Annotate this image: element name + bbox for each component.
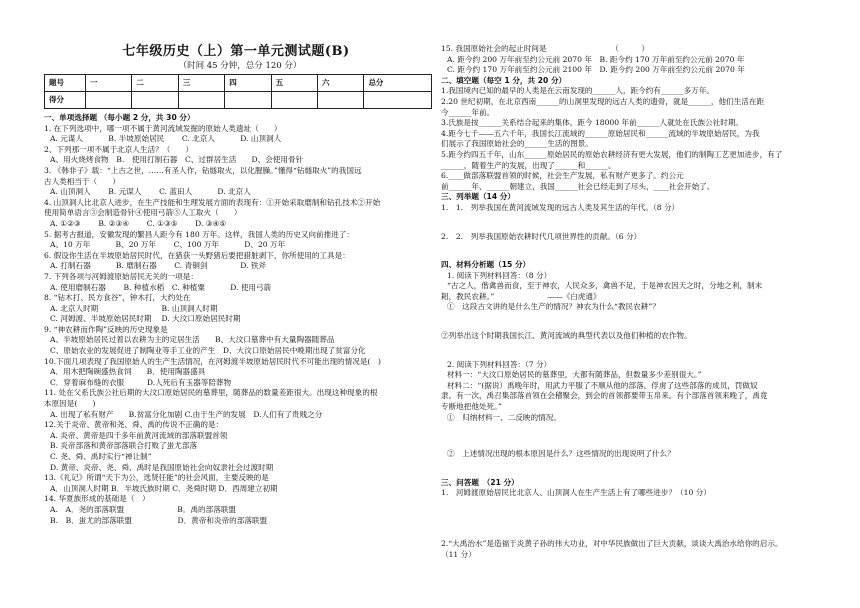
question-line: C. 尧、舜、禹时实行“禅让制” (50, 452, 152, 461)
question-line: 3. 《韩非子》载：“上古之世，……有圣人作，钻燧取火，以化腥臊。”懂得“钻燧取火”的我国远 (44, 165, 362, 175)
question-line: 1. 在下列选项中，哪一项不属于黄河流域发掘的原始人类遗址（ ） (44, 123, 282, 133)
question-line: 隶。有一次，禹召集部落首领在会稽聚会，到会的首领都要带玉帛来。有个部落首领来晚了，禹竟 (441, 391, 768, 401)
answer-space (441, 499, 821, 539)
exam-subtitle: （时间 45 分钟，总分 120 分） (178, 61, 302, 71)
question-line: ______，随着生产的发展，出现了______和______。 (441, 160, 616, 170)
question-line: 9. “神农耕而作陶”反映的历史现象是 (44, 324, 168, 334)
score-blank-cell[interactable] (318, 92, 364, 109)
score-value-row (45, 92, 432, 109)
question-line: 耜，教民农耕。” ——《白虎通》 (441, 291, 601, 301)
question-line: 12.关于炎帝、黄帝和尧、舜、禹的传说不正确的是： (44, 420, 224, 430)
score-header-cell: 三 (178, 75, 224, 92)
section-heading: 一、单项选择题 （每小题 2 分，共 30 分） (44, 113, 195, 122)
question-line: “古之人，偕禽兽而食，至于神农，人民众多，禽兽不足，于是神农因天之时，分地之利，制未 (447, 281, 763, 291)
section-heading: 四、材料分析题（15 分） (441, 260, 531, 270)
question-line: C. 距今约 170 万年前至约公元前 2100 年 D. 距今约 200 万年前至约公元前 2070 年 (447, 65, 745, 75)
question-line: 2.20 世纪初期，在北京西南______的山洞里发现的远古人类的遗骨，就是______，他们生活在距 (441, 96, 765, 106)
question-line: 3.氏族是按______关系结合起来的集体，距今 18000 年前______人就处在氏族公社时期。 (441, 118, 744, 128)
answer-space (441, 214, 821, 232)
question-line: 6. 假设你生活在半坡原始居民时代，在猎获一头野猪后要把猎脏剥下，你所使用的工具是： (44, 250, 350, 260)
score-blank-cell[interactable] (132, 92, 178, 109)
question-line: A. 打制石器 B. 磨制石器 C. 青铜剑 D. 铁斧 (50, 261, 267, 271)
score-header-row (45, 75, 432, 92)
left-question-list (44, 113, 436, 526)
question-line: B. 炎帝部落和黄帝部落联合打败了蚩尤部落 (50, 441, 198, 451)
question-line: A、半坡原始居民过着以农耕为主的定居生活 B、大汶口墓葬中有大量陶器随葬品 (50, 335, 335, 345)
question-line: 古人类相当于（ ） (44, 176, 120, 186)
question-line: A、10 万年 B、20 万年 C、100 万年 D、20 万年 (50, 240, 286, 250)
question-line: B. B．蚩尤的部落联盟 D．黄帝和炎帝的部落联盟 (50, 515, 268, 525)
question-line: 8. “钻木打、民方食谷”，钟木打，大约处在 (44, 293, 191, 303)
score-header-cell: 五 (271, 75, 317, 92)
question-line: A．山顶洞人时期 B．半坡氏族时期 C．尧舜时期 D．西周建立初期 (50, 483, 278, 493)
question-line: 材料二：“(据说）禹晚年时，用武力平服了不顺从他的部落，俘虏了这些部落的成员，罚做奴 (447, 380, 758, 390)
score-header-cell: 二 (132, 75, 178, 92)
question-line: 5. 据考古报道，安徽发现的繁昌人距今有 180 万年。这样，我国人类的历史又向前推进了： (44, 229, 354, 239)
question-line: 2、下列那一项不属于北京人生活？（ ） (44, 144, 194, 154)
question-line: 材料一：“大汶口原始居民的墓葬里，大都有随葬品，但数量多少差别很大。” (447, 370, 702, 380)
question-line: 4. 山顶洞人比北京人进步，在生产技能和生理发展方面的表现有：①开始采取磨制和钻孔技术②开始 (44, 197, 381, 207)
answer-space (441, 460, 821, 478)
question-line: D. 黄帝、炎帝、尧、舜、禹时是我国原始社会向奴隶社会过渡时期 (50, 462, 274, 472)
section-heading: 二、填空题（每空 1 分，共 20 分） (441, 75, 567, 85)
question-line: 11. 处在父系氏族公社后期的大汶口原始居民的墓葬里，随葬品的数量差距很大。出现这种现象的根 (44, 388, 378, 398)
question-line: 2. 阅读下列材料回答：（7 分） (447, 359, 552, 369)
score-table (44, 74, 432, 109)
score-header-cell: 题号 (45, 75, 86, 92)
question-line: 14. 华夏族形成的基础是（ ） (44, 494, 150, 504)
question-line: ① 这段古文讲的是什么生产的情况？神农为什么“教民农耕”？ (447, 302, 660, 312)
question-line: A. 出现了私有财产 B.贫富分化加剧 C.由于生产的发展 D.人们有了贵贱之分 (50, 409, 323, 419)
section-heading: 三、问答题 （21 分） (441, 477, 519, 487)
question-line: ②列举出这个时期我国长江、黄河流域的典型代表以及他们种植的农作物。 (441, 331, 692, 341)
exam-title: 七年级历史（上）第一单元测试题(B) (122, 44, 350, 59)
question-line: A. 北京人时期 B. 山顶洞人时期 (50, 303, 218, 313)
answer-space (441, 423, 821, 449)
right-column (441, 44, 821, 560)
question-line: 6.____做部落联盟首领的时候，社会生产发展，私有财产更多了。约公元 (441, 171, 684, 181)
question-line: A．用木把陶碗盛热食饲 B．使用陶器盛具 (50, 367, 206, 377)
question-line: A. 距今约 200 万年前至约公元前 2070 年 B. 距今约 170 万年前至约公元前 2070 年 (447, 54, 745, 64)
question-line: 2. 2. 列举我国原始农耕时代几项世界性的贡献。（6 分） (441, 231, 642, 241)
question-line: ① 归纳材料一、二反映的情况。 (447, 412, 561, 422)
section-heading: 三、列举题（14 分） (441, 192, 515, 202)
question-line: A. 山顶洞人 B. 元谋人 C. 蓝田人 D. 北京人 (50, 187, 251, 197)
question-line: C、原始农业的发展促进了制陶业等手工业的产生 D、大汶口原始居民中晚期出现了贫富分化 (50, 346, 366, 356)
answer-space (441, 342, 821, 360)
score-header-cell: 四 (225, 75, 271, 92)
question-line: C．穿着麻布缝的衣服 D.人死后有玉器等陪葬物 (50, 377, 232, 387)
question-line: 1. 阅读下列材料回答：（8 分） (447, 270, 552, 280)
question-line: A. 炎帝、黄帝是四千多年前黄河流域的部落联盟首领 (50, 430, 228, 440)
right-question-list (441, 44, 821, 560)
question-line: 使用简单语言③会制造骨针④使用弓箭⑤人工取火（ ） (44, 208, 242, 218)
question-line: 15. 我国原始社会的起止时间是 （ ） (441, 44, 650, 53)
question-line: 5.距今约四五千年，山东______原始居民的原始农耕经济有更大发展，他们的制陶工艺更加进步，有了 (441, 149, 783, 159)
question-line: A. ①②③ B. ②③④ C. ①③⑤ D. ③④⑤ (50, 218, 227, 228)
question-line: 1. 1. 列举我国在黄河流域发现的远古人类及其生活的年代。（8 分） (441, 202, 680, 212)
question-line: 今______年前。 (441, 107, 495, 117)
question-line: 4.距今七千——五六千年，我国长江流域的______原始居民和______流域的半坡原始居民，为我 (441, 128, 760, 138)
question-line: 2.“大禹治水”是造福于炎黄子孙的伟大功业，对中华民族做出了巨大贡献，谈谈大禹治水给你的启示。 (441, 539, 783, 548)
score-header-cell: 总分 (364, 75, 432, 92)
score-blank-cell[interactable] (178, 92, 224, 109)
question-line: C. 河姆渡、半坡原始居民时期 D. 大汶口原始居民时期 (50, 314, 241, 324)
score-blank-cell[interactable] (364, 92, 432, 109)
question-line: 们展示了我国原始社会的______生活的图景。 (441, 139, 593, 149)
score-header-cell: 一 (86, 75, 132, 92)
question-line: A、用火烧烤食物 B. 使用打制石器 C、过群居生活 D、会使用骨针 (50, 155, 304, 165)
answer-space (441, 242, 821, 260)
question-line: 1.我国境内已知的最早的人类是在云南发现的______人，距今约有______多万年。 (441, 86, 715, 96)
score-header-cell: 六 (318, 75, 364, 92)
question-line: 本原因是( ) (44, 399, 96, 409)
question-line: 10.下面几项表现了我国原始人的生产生活情况，在河姆渡半坡原始居民时代不可能出现的情况是( ) (44, 356, 381, 366)
score-row-label: 得分 (45, 92, 86, 109)
question-line: 1. 河姆渡原始居民比北京人、山顶洞人在生产生活上有了哪些进步？（10 分） (441, 488, 711, 498)
question-line: 专断地把他处死。” (441, 402, 502, 412)
score-blank-cell[interactable] (271, 92, 317, 109)
question-line: ② 上述情况出现的根本原因是什么？这些情况的出现说明了什么？ (447, 449, 675, 459)
left-column (44, 44, 436, 526)
question-line: 13.《礼记》所谓“天下为公，选贤任能”的社会风面，主要反映的是 (44, 473, 269, 483)
question-line: 前______年，______朝建立，我国______社会已经走到了尽头，____社会开始了。 (441, 181, 715, 191)
question-line: （11 分） (441, 549, 476, 559)
score-blank-cell[interactable] (86, 92, 132, 109)
question-line: A. 元谋人 B. 半坡原始居民 C. 北京人 D. 山顶洞人 (50, 134, 282, 144)
question-line: A. A．尧的部落联盟 B．禹的部落联盟 (50, 504, 237, 514)
question-line: A. 使用磨制石器 B. 种植水稻 C. 种植粟 D. 使用弓箭 (50, 282, 272, 292)
score-blank-cell[interactable] (225, 92, 271, 109)
answer-space (441, 313, 821, 331)
question-line: 7. 下列各项与河姆渡原始居民无关的一项是： (44, 271, 198, 281)
